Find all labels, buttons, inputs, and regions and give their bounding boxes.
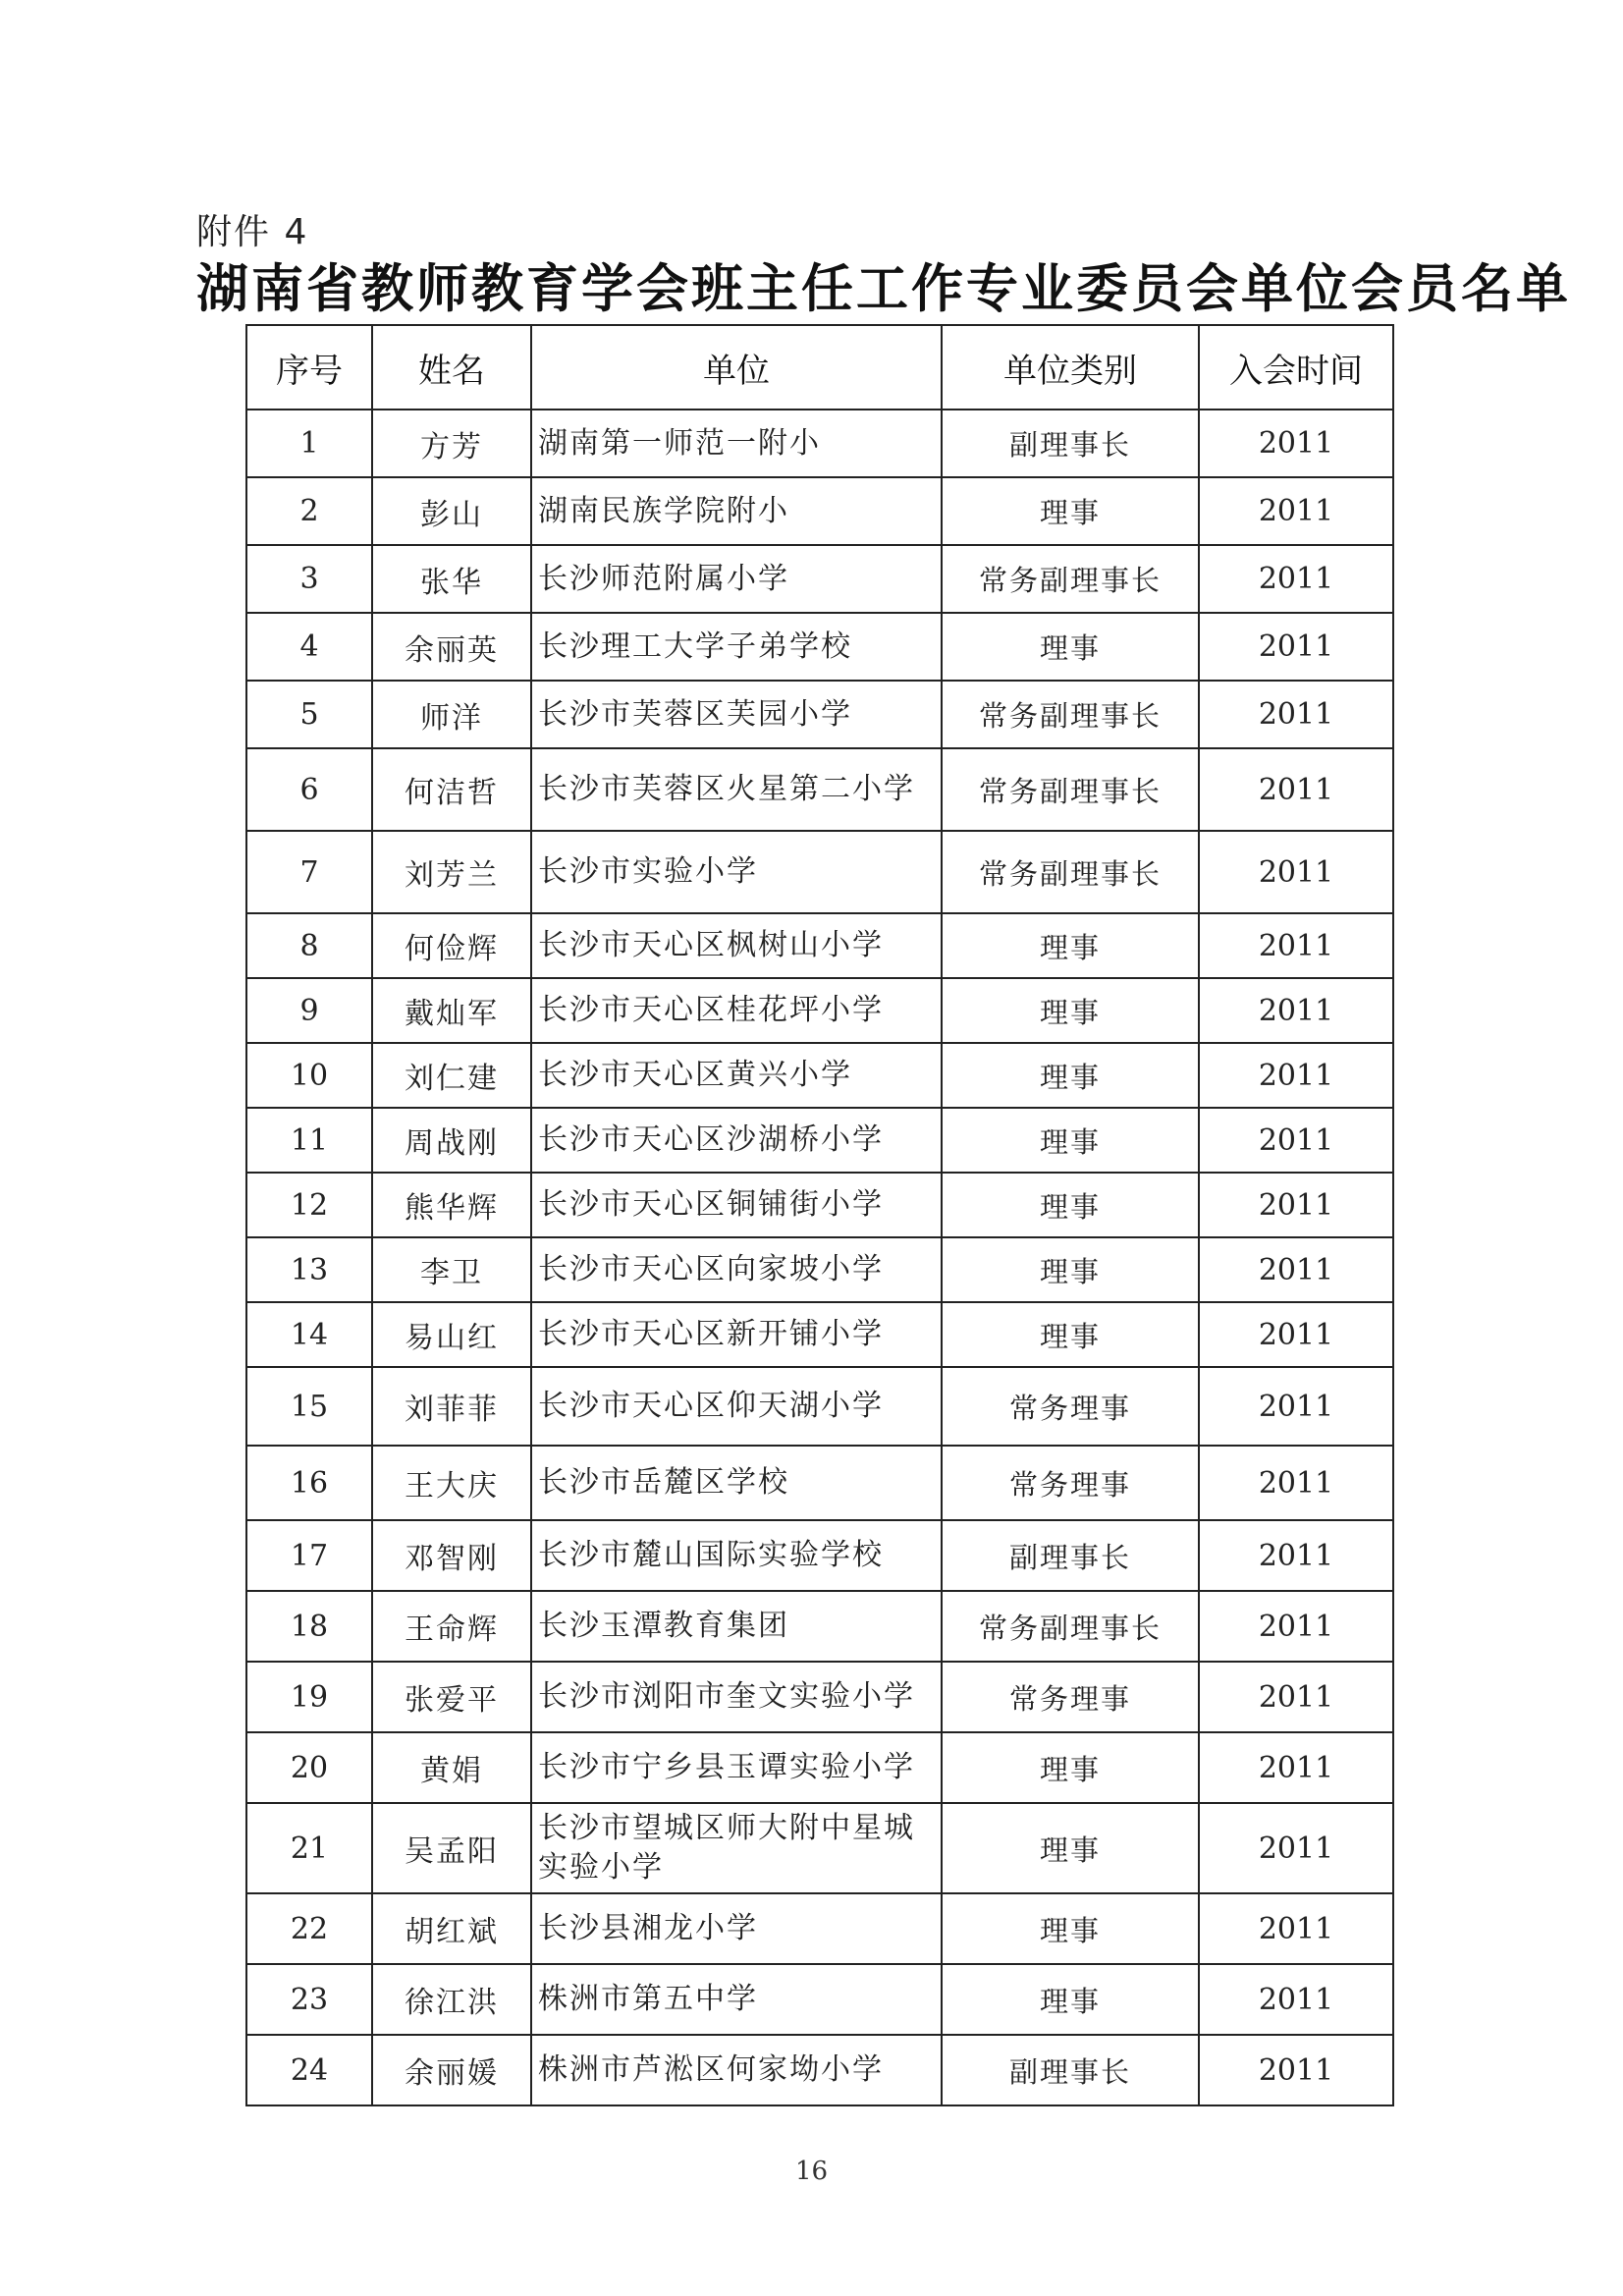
cell-name: 李卫 <box>372 1237 531 1302</box>
cell-unit: 长沙市天心区仰天湖小学 <box>531 1367 942 1446</box>
cell-unit: 长沙理工大学子弟学校 <box>531 613 942 681</box>
cell-unit-category: 副理事长 <box>942 410 1199 477</box>
cell-name: 胡红斌 <box>372 1893 531 1964</box>
header-unit-category: 单位类别 <box>942 325 1199 410</box>
cell-unit: 长沙市天心区铜铺街小学 <box>531 1173 942 1237</box>
cell-index: 11 <box>246 1108 372 1173</box>
table-row <box>246 913 1393 978</box>
cell-unit: 长沙市麓山国际实验学校 <box>531 1520 942 1591</box>
cell-index: 8 <box>246 913 372 978</box>
cell-join-time: 2011 <box>1199 1446 1393 1520</box>
header-join-time: 入会时间 <box>1199 325 1393 410</box>
cell-unit: 湖南民族学院附小 <box>531 477 942 545</box>
cell-name: 方芳 <box>372 410 531 477</box>
cell-unit-category: 常务理事 <box>942 1662 1199 1732</box>
header-name: 姓名 <box>372 325 531 410</box>
cell-unit: 长沙市实验小学 <box>531 831 942 913</box>
cell-unit-category: 理事 <box>942 1043 1199 1108</box>
table-row <box>246 613 1393 681</box>
cell-index: 14 <box>246 1302 372 1367</box>
cell-unit-category: 理事 <box>942 913 1199 978</box>
cell-index: 22 <box>246 1893 372 1964</box>
cell-unit-category: 常务副理事长 <box>942 748 1199 831</box>
cell-name: 何俭辉 <box>372 913 531 978</box>
cell-name: 黄娟 <box>372 1732 531 1803</box>
cell-index: 21 <box>246 1803 372 1893</box>
cell-name: 师洋 <box>372 681 531 748</box>
cell-index: 20 <box>246 1732 372 1803</box>
cell-index: 17 <box>246 1520 372 1591</box>
cell-join-time: 2011 <box>1199 1367 1393 1446</box>
cell-index: 6 <box>246 748 372 831</box>
attachment-label: 附件 4 <box>196 212 309 252</box>
cell-unit-category: 理事 <box>942 1237 1199 1302</box>
table-row <box>246 1591 1393 1662</box>
table-row <box>246 1732 1393 1803</box>
cell-unit: 长沙市天心区桂花坪小学 <box>531 978 942 1043</box>
cell-unit-category: 常务副理事长 <box>942 681 1199 748</box>
cell-join-time: 2011 <box>1199 1964 1393 2035</box>
cell-join-time: 2011 <box>1199 1893 1393 1964</box>
table-row <box>246 1043 1393 1108</box>
cell-join-time: 2011 <box>1199 1520 1393 1591</box>
cell-name: 戴灿军 <box>372 978 531 1043</box>
cell-unit: 长沙市天心区黄兴小学 <box>531 1043 942 1108</box>
cell-name: 余丽英 <box>372 613 531 681</box>
cell-index: 10 <box>246 1043 372 1108</box>
cell-join-time: 2011 <box>1199 831 1393 913</box>
cell-name: 邓智刚 <box>372 1520 531 1591</box>
cell-join-time: 2011 <box>1199 1043 1393 1108</box>
member-table <box>245 324 1394 2106</box>
cell-join-time: 2011 <box>1199 1662 1393 1732</box>
table-row <box>246 1237 1393 1302</box>
cell-unit-category: 理事 <box>942 477 1199 545</box>
header-index: 序号 <box>246 325 372 410</box>
cell-unit-category: 副理事长 <box>942 1520 1199 1591</box>
cell-index: 3 <box>246 545 372 613</box>
cell-unit: 长沙师范附属小学 <box>531 545 942 613</box>
cell-index: 5 <box>246 681 372 748</box>
cell-unit: 株洲市芦淞区何家坳小学 <box>531 2035 942 2105</box>
cell-unit: 长沙县湘龙小学 <box>531 1893 942 1964</box>
cell-unit-category: 理事 <box>942 1803 1199 1893</box>
table-header-row <box>246 325 1393 410</box>
cell-index: 24 <box>246 2035 372 2105</box>
table-row <box>246 1520 1393 1591</box>
page-number: 16 <box>794 2157 829 2186</box>
table-row <box>246 1446 1393 1520</box>
cell-unit-category: 常务理事 <box>942 1446 1199 1520</box>
cell-unit: 长沙市宁乡县玉谭实验小学 <box>531 1732 942 1803</box>
table-row <box>246 410 1393 477</box>
cell-index: 19 <box>246 1662 372 1732</box>
table-row <box>246 1893 1393 1964</box>
cell-join-time: 2011 <box>1199 748 1393 831</box>
cell-unit-category: 常务副理事长 <box>942 545 1199 613</box>
cell-join-time: 2011 <box>1199 1108 1393 1173</box>
cell-name: 刘仁建 <box>372 1043 531 1108</box>
cell-index: 1 <box>246 410 372 477</box>
cell-unit: 长沙市天心区枫树山小学 <box>531 913 942 978</box>
cell-name: 张华 <box>372 545 531 613</box>
table-row <box>246 831 1393 913</box>
table-row <box>246 748 1393 831</box>
cell-name: 周战刚 <box>372 1108 531 1173</box>
cell-unit-category: 理事 <box>942 1732 1199 1803</box>
table-row <box>246 1964 1393 2035</box>
cell-unit-category: 常务副理事长 <box>942 1591 1199 1662</box>
cell-unit: 长沙市天心区新开铺小学 <box>531 1302 942 1367</box>
table-row <box>246 477 1393 545</box>
table-row <box>246 1173 1393 1237</box>
cell-name: 彭山 <box>372 477 531 545</box>
cell-index: 9 <box>246 978 372 1043</box>
cell-name: 易山红 <box>372 1302 531 1367</box>
table-row <box>246 1803 1393 1893</box>
cell-unit: 长沙玉潭教育集团 <box>531 1591 942 1662</box>
cell-unit-category: 副理事长 <box>942 2035 1199 2105</box>
cell-join-time: 2011 <box>1199 1732 1393 1803</box>
cell-name: 何洁哲 <box>372 748 531 831</box>
table-row <box>246 1302 1393 1367</box>
cell-name: 吴孟阳 <box>372 1803 531 1893</box>
cell-index: 13 <box>246 1237 372 1302</box>
cell-join-time: 2011 <box>1199 1803 1393 1893</box>
cell-join-time: 2011 <box>1199 1173 1393 1237</box>
cell-join-time: 2011 <box>1199 477 1393 545</box>
cell-unit: 长沙市芙蓉区芙园小学 <box>531 681 942 748</box>
cell-join-time: 2011 <box>1199 681 1393 748</box>
cell-unit: 长沙市岳麓区学校 <box>531 1446 942 1520</box>
cell-join-time: 2011 <box>1199 545 1393 613</box>
table-row <box>246 978 1393 1043</box>
cell-unit-category: 常务理事 <box>942 1367 1199 1446</box>
cell-index: 15 <box>246 1367 372 1446</box>
cell-unit-category: 常务副理事长 <box>942 831 1199 913</box>
cell-name: 王大庆 <box>372 1446 531 1520</box>
cell-index: 23 <box>246 1964 372 2035</box>
cell-name: 余丽媛 <box>372 2035 531 2105</box>
table-row <box>246 681 1393 748</box>
cell-unit-category: 理事 <box>942 978 1199 1043</box>
cell-unit: 长沙市芙蓉区火星第二小学 <box>531 748 942 831</box>
cell-name: 熊华辉 <box>372 1173 531 1237</box>
cell-index: 18 <box>246 1591 372 1662</box>
cell-join-time: 2011 <box>1199 2035 1393 2105</box>
cell-unit-category: 理事 <box>942 1964 1199 2035</box>
document-title: 湖南省教师教育学会班主任工作专业委员会单位会员名单 <box>196 258 1571 319</box>
cell-unit-category: 理事 <box>942 1302 1199 1367</box>
cell-unit: 长沙市天心区向家坡小学 <box>531 1237 942 1302</box>
cell-join-time: 2011 <box>1199 1237 1393 1302</box>
cell-unit: 长沙市天心区沙湖桥小学 <box>531 1108 942 1173</box>
cell-index: 7 <box>246 831 372 913</box>
table-row <box>246 1108 1393 1173</box>
cell-name: 张爱平 <box>372 1662 531 1732</box>
table-row <box>246 2035 1393 2105</box>
cell-name: 刘菲菲 <box>372 1367 531 1446</box>
cell-join-time: 2011 <box>1199 410 1393 477</box>
cell-unit-category: 理事 <box>942 1108 1199 1173</box>
table-row <box>246 545 1393 613</box>
cell-join-time: 2011 <box>1199 613 1393 681</box>
cell-name: 徐江洪 <box>372 1964 531 2035</box>
cell-name: 王命辉 <box>372 1591 531 1662</box>
header-unit: 单位 <box>531 325 942 410</box>
cell-join-time: 2011 <box>1199 913 1393 978</box>
cell-unit: 长沙市浏阳市奎文实验小学 <box>531 1662 942 1732</box>
cell-unit-category: 理事 <box>942 613 1199 681</box>
cell-unit-category: 理事 <box>942 1173 1199 1237</box>
table-row <box>246 1367 1393 1446</box>
cell-join-time: 2011 <box>1199 1302 1393 1367</box>
cell-join-time: 2011 <box>1199 1591 1393 1662</box>
cell-unit-category: 理事 <box>942 1893 1199 1964</box>
cell-index: 2 <box>246 477 372 545</box>
cell-join-time: 2011 <box>1199 978 1393 1043</box>
cell-index: 4 <box>246 613 372 681</box>
cell-index: 16 <box>246 1446 372 1520</box>
table-row <box>246 1662 1393 1732</box>
cell-name: 刘芳兰 <box>372 831 531 913</box>
cell-unit: 湖南第一师范一附小 <box>531 410 942 477</box>
cell-unit: 株洲市第五中学 <box>531 1964 942 2035</box>
cell-index: 12 <box>246 1173 372 1237</box>
cell-unit: 长沙市望城区师大附中星城实验小学 <box>531 1803 942 1893</box>
